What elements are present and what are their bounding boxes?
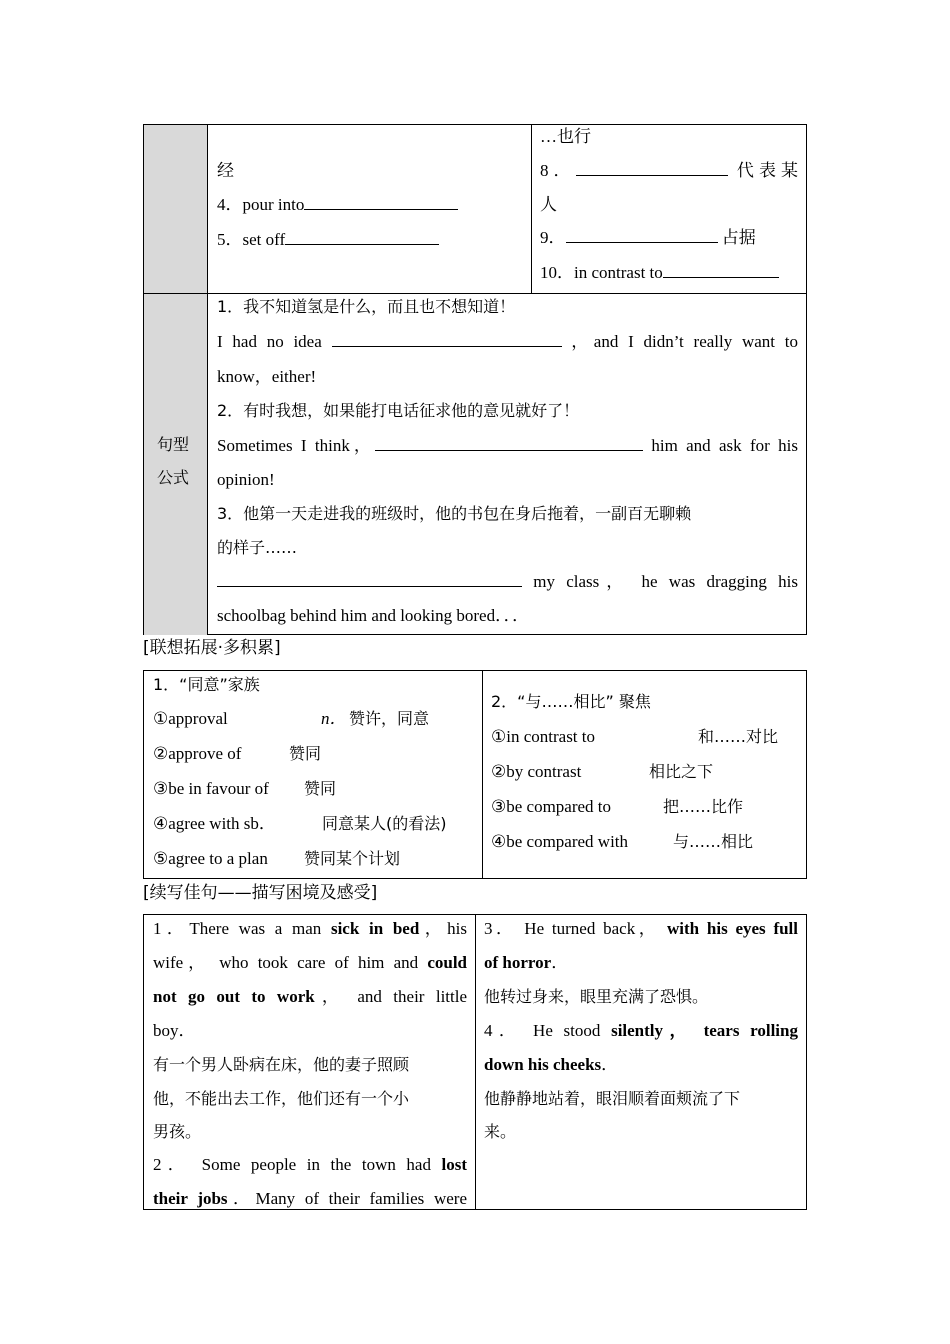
phrase-item-10: 10．in contrast to — [540, 263, 779, 283]
phrase-item-4: 4．pour into — [217, 195, 458, 215]
sentence-2-chinese: 2．有时我想，如果能打电话征求他的意见就好了！ — [217, 401, 580, 420]
translation-3: 他转过身来，眼里充满了恐惧。 — [484, 987, 709, 1006]
agree-item-1-pos: n． — [321, 709, 347, 728]
translation-4-line2: 来。 — [484, 1122, 517, 1141]
compare-item-1-cn: 和……对比 — [698, 727, 779, 746]
sentence-label-cell — [144, 293, 208, 635]
agree-item-3-cn: 赞同 — [304, 779, 337, 798]
agree-item-3-en: ③be in favour of — [153, 779, 269, 798]
example-1-line1: 1．There was a man sick in bed，his — [153, 919, 467, 938]
phrase-item-8-continuation: 人 — [540, 195, 557, 214]
sentence-2-english: Sometimes I think， him and ask for his — [217, 436, 798, 455]
answer-blank[interactable] — [663, 263, 779, 278]
agree-item-5-cn: 赞同某个计划 — [304, 849, 401, 868]
example-2-line2: their jobs．Many of their families were — [153, 1189, 468, 1208]
answer-blank[interactable] — [304, 195, 458, 210]
sentence-1-english: I had no idea ，and I didn’t really want to — [217, 332, 798, 351]
example-1-line3: not go out to work， and their little — [153, 987, 468, 1006]
example-3-line1: 3． He turned back， with his eyes full — [484, 919, 799, 938]
phrase-left-continuation: 经 — [217, 161, 234, 180]
compare-item-4-en: ④be compared with — [491, 832, 629, 851]
answer-blank[interactable] — [332, 332, 562, 347]
answer-blank[interactable] — [576, 161, 728, 176]
compare-item-3-cn: 把……比作 — [663, 797, 744, 816]
sentence-3-chinese: 3．他第一天走进我的班级时，他的书包在身后拖着，一副百无聊赖 — [217, 504, 692, 523]
expand-heading: [联想拓展·多积累] — [143, 638, 281, 658]
agree-item-1-cn: 赞许，同意 — [349, 709, 430, 728]
translation-4-line1: 他静静地站着，眼泪顺着面颊流了下 — [484, 1089, 741, 1108]
writing-heading: [续写佳句——描写困境及感受] — [143, 883, 378, 903]
answer-blank[interactable] — [566, 228, 718, 243]
column-divider — [475, 915, 476, 1209]
phrase-item-9: 9． 占据 — [540, 228, 756, 247]
sentence-3-chinese-cont: 的样子…… — [217, 538, 298, 557]
compare-item-3-en: ③be compared to — [491, 797, 612, 816]
phrase-right-continuation: …也行 — [540, 127, 591, 146]
example-4-line2: down his cheeks． — [484, 1055, 619, 1074]
translation-1-line2: 他，不能出去工作，他们还有一个小 — [153, 1089, 410, 1108]
expand-table — [143, 670, 807, 879]
agree-item-2-en: ②approve of — [153, 744, 242, 763]
agree-item-5-en: ⑤agree to a plan — [153, 849, 268, 868]
sentence-1-english-cont: know，either! — [217, 367, 317, 386]
example-3-line2: of horror． — [484, 953, 569, 972]
row-divider — [144, 293, 807, 294]
phrase-label-cell — [144, 125, 208, 293]
agree-item-1-en: ①approval — [153, 709, 228, 728]
sentence-3-english: my class， he was dragging his — [217, 572, 798, 592]
example-1-line2: wife， who took care of him and could — [153, 953, 467, 972]
agree-item-2-cn: 赞同 — [289, 744, 322, 763]
column-divider — [482, 671, 483, 878]
translation-1-line1: 有一个男人卧病在床，他的妻子照顾 — [153, 1055, 410, 1074]
sentence-label-line1: 句型 — [157, 435, 190, 454]
example-1-line4: boy． — [153, 1021, 196, 1040]
answer-blank[interactable] — [285, 230, 439, 245]
agree-item-4-en: ④agree with sb． — [153, 814, 276, 833]
phrase-item-5: 5．set off — [217, 230, 439, 250]
compare-item-4-cn: 与……相比 — [673, 832, 754, 851]
sentence-label-line2: 公式 — [157, 468, 190, 487]
compare-focus-title: 2．“与……相比” 聚焦 — [491, 692, 651, 711]
agree-item-4-cn: 同意某人(的看法) — [322, 814, 447, 833]
phrase-item-8: 8． 代表某 — [540, 161, 799, 180]
compare-item-2-en: ②by contrast — [491, 762, 582, 781]
answer-blank[interactable] — [375, 436, 643, 451]
example-4-line1: 4． He stood silently， tears rolling — [484, 1021, 798, 1040]
agree-family-title: 1．“同意”家族 — [153, 675, 260, 694]
example-2-line1: 2． Some people in the town had lost — [153, 1155, 467, 1174]
writing-table — [143, 914, 807, 1210]
translation-1-line3: 男孩。 — [153, 1122, 202, 1141]
sentence-3-english-cont: schoolbag behind him and looking bored．．． — [217, 606, 530, 625]
compare-item-1-en: ①in contrast to — [491, 727, 596, 746]
sentence-2-english-cont: opinion! — [217, 470, 275, 489]
sentence-1-chinese: 1．我不知道氢是什么，而且也不想知道！ — [217, 297, 516, 316]
phrase-sentence-table — [143, 124, 807, 635]
column-divider — [531, 125, 532, 293]
answer-blank[interactable] — [217, 572, 522, 587]
compare-item-2-cn: 相比之下 — [649, 762, 714, 781]
